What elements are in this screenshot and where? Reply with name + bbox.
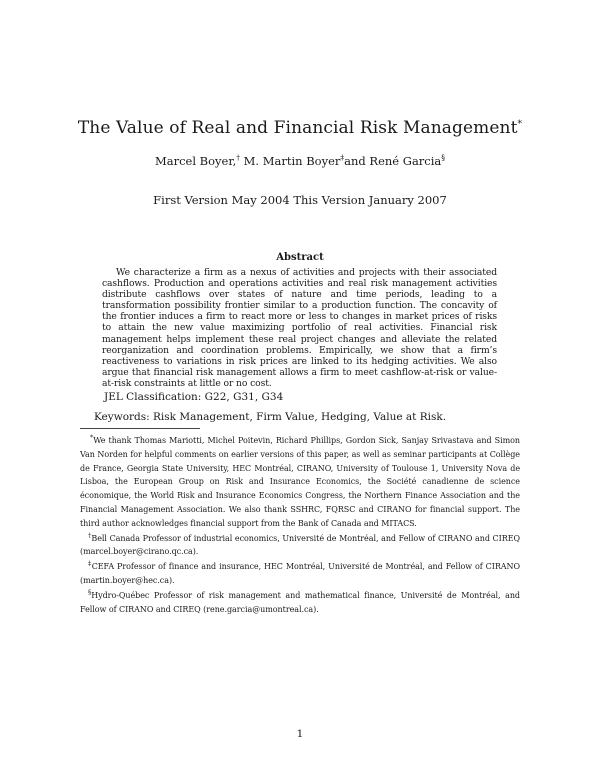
footnote-divider <box>80 428 200 429</box>
footnote-text: Bell Canada Professor of industrial economics, Université de Montréal, and Fellow of CIRANO and CIREQ (marcel.boyer@cirano.qc.ca). <box>80 533 521 557</box>
footnote-text: CEFA Professor of finance and insurance, HEC Montréal, Université de Montréal, and Fellow of CIRANO (martin.boyer@hec.ca). <box>80 562 520 585</box>
author-footnote-mark: ‡ <box>340 153 345 163</box>
paper-title-text: The Value of Real and Financial Risk Management <box>77 118 518 138</box>
footnote-mark: § <box>88 588 92 597</box>
footnote-author-1 <box>80 532 520 560</box>
abstract-text: We characterize a firm as a nexus of activities and projects with their associated cashflows. Production and operations activities and real risk management activities distribute cashflows over states of nature and time periods, leading to a transformation possibility frontier similar to a production function. The concavity of the frontier induces a firm to react more or less to changes in market prices of risks to attain the new value maximizing portfolio of real activities. Financial risk management helps implement these real project changes and alleviate the related reorganization and coordination problems. Empirically, we show that a firm’s reactiveness to variations in risk prices are linked to its hedging activities. We also argue that financial risk management allows a firm to meet cashflow-at-risk or value-at-risk constraints at little or no cost. <box>102 267 497 389</box>
footnote-mark: ‡ <box>88 559 92 568</box>
author-footnote-mark: † <box>236 153 240 163</box>
footnote-mark: † <box>88 530 92 539</box>
footnotes <box>80 434 520 616</box>
page-number: 1 <box>296 728 304 740</box>
version-date-line: First Version May 2004 This Version January 2007 <box>153 193 447 207</box>
author-line <box>0 154 600 168</box>
footnote-author-2 <box>80 560 520 588</box>
footnote-author-3 <box>80 589 520 617</box>
paper-title <box>0 118 600 138</box>
footnote-text: Hydro-Québec Professor of risk management and mathematical finance, Université de Montréal, and Fellow of CIRANO and CIREQ (rene.garcia@umontreal.ca). <box>80 590 520 614</box>
footnote-text: We thank Thomas Mariotti, Michel Poitevin, Richard Phillips, Gordon Sick, Sanjay Srivastava and Simon Van Norden for helpful comments on earlier versions of this paper, as well as seminar participants at Collège de France, Georgia State University, HEC Montréal, CIRANO, University of Toulouse 1, University Nova de Lisboa, the European Group on Risk and Insurance Economics, the Société canadienne de science économique, the World Risk and Insurance Economics Congress, the Northern Finance Association and the Financial Management Association. We also thank SSHRC, FQRSC and CIRANO for financial support. The third author acknowledges financial support from the Bank of Canada and MITACS. <box>80 436 520 528</box>
abstract-heading: Abstract <box>276 252 324 263</box>
author-name: and René Garcia <box>344 154 442 168</box>
author-name: Marcel Boyer, <box>154 154 237 168</box>
footnote-acknowledgements <box>80 434 520 531</box>
jel-classification: JEL Classification: G22, G31, G34 <box>104 391 284 403</box>
keywords: Keywords: Risk Management, Firm Value, Hedging, Value at Risk. <box>94 411 447 423</box>
author-footnote-mark: § <box>441 153 446 163</box>
footnote-mark: * <box>90 433 94 442</box>
author-name: M. Martin Boyer <box>239 154 341 168</box>
title-footnote-mark: * <box>517 119 523 130</box>
